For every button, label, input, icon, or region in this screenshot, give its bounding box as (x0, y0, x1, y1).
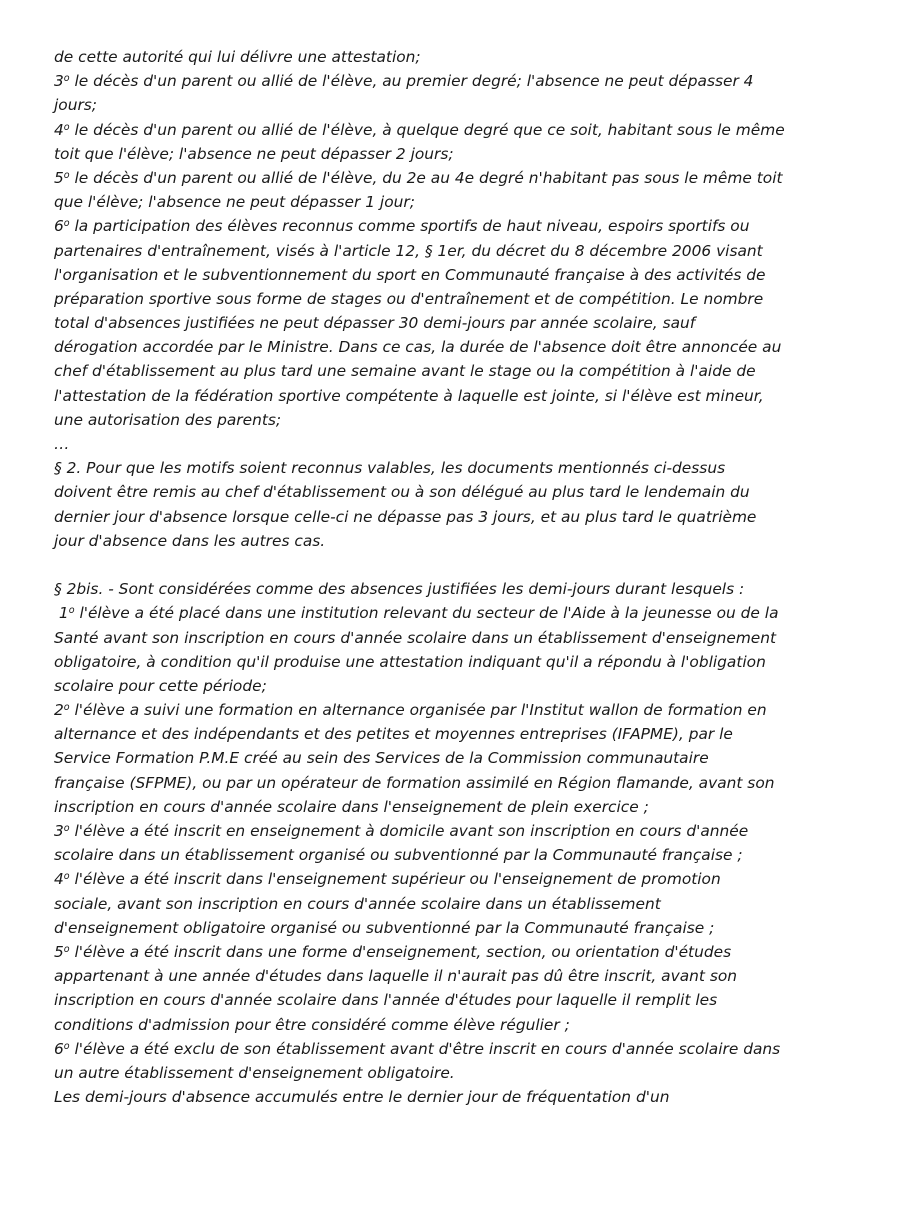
text-line (54, 1085, 754, 1109)
text-line (54, 1013, 754, 1037)
text-line (54, 1061, 754, 1085)
text-line (54, 69, 754, 93)
line-text: jours; (54, 96, 97, 115)
line-text: le décès d'un parent ou allié de l'élève, au premier degré; l'absence ne peut dépasser 4 (69, 72, 754, 91)
text-line (54, 988, 754, 1012)
paragraph-group-section-2bis (54, 577, 781, 1109)
line-text: dérogation accordée par le Ministre. Dans ce cas, la durée de l'absence doit être annoncée au (54, 338, 782, 357)
degree-mark: o (63, 701, 70, 713)
text-line (54, 190, 754, 214)
line-text: appartenant à une année d'études dans laquelle il n'aurait pas dû être inscrit, avant son (54, 967, 738, 986)
line-text: total d'absences justifiées ne peut dépasser 30 demi-jours par année scolaire, sauf (54, 314, 696, 333)
line-text: § 2. Pour que les motifs soient reconnus valables, les documents mentionnés ci-dessus (54, 459, 726, 478)
line-text: le décès d'un parent ou allié de l'élève, du 2e au 4e degré n'habitant pas sous le même toit (69, 168, 783, 187)
text-line (54, 408, 754, 432)
text-line (54, 1037, 781, 1061)
line-text: l'élève a suivi une formation en alternance organisée par l'Institut wallon de formation en (69, 701, 767, 720)
text-line (54, 867, 754, 891)
line-text: française (SFPME), ou par un opérateur de formation assimilé en Région flamande, avant son (54, 773, 775, 792)
item-number: 2 (54, 701, 64, 720)
line-text: l'élève a été inscrit dans l'enseignement supérieur ou l'enseignement de promotion (69, 870, 721, 889)
line-text: la participation des élèves reconnus comme sportifs de haut niveau, espoirs sportifs ou (69, 217, 750, 236)
text-line (54, 311, 754, 335)
text-line (54, 359, 754, 383)
line-text: une autorisation des parents; (54, 410, 282, 429)
text-line (54, 771, 775, 795)
text-line (54, 746, 754, 770)
item-number: 3 (54, 72, 64, 91)
line-text: l'attestation de la fédération sportive compétente à laquelle est jointe, si l'élève est mineur, (54, 386, 764, 405)
text-line (54, 93, 754, 117)
text-line (54, 335, 782, 359)
line-text: dernier jour d'absence lorsque celle-ci ne dépasse pas 3 jours, et au plus tard le quatrième (54, 507, 757, 526)
degree-mark: o (63, 943, 70, 955)
line-text: préparation sportive sous forme de stages ou d'entraînement et de compétition. Le nombre (54, 289, 764, 308)
text-line (54, 118, 785, 142)
text-line (54, 843, 754, 867)
blank-line (54, 553, 754, 577)
item-number: 4 (54, 120, 64, 139)
line-text: conditions d'admission pour être considéré comme élève régulier ; (54, 1015, 570, 1034)
text-line (54, 166, 783, 190)
text-line (54, 722, 754, 746)
degree-mark: o (68, 605, 75, 617)
line-text: obligatoire, à condition qu'il produise une attestation indiquant qu'il a répondu à l'obligation (54, 652, 766, 671)
item-number: 1 (58, 604, 69, 623)
text-line (54, 577, 754, 601)
line-text: partenaires d'entraînement, visés à l'article 12, § 1er, du décret du 8 décembre 2006 visant (54, 241, 763, 260)
text-line (54, 626, 777, 650)
document-page (54, 45, 785, 1109)
text-line (54, 674, 754, 698)
item-number: 3 (54, 822, 64, 840)
degree-mark: o (63, 169, 70, 181)
line-text: le décès d'un parent ou allié de l'élève, à quelque degré que ce soit, habitant sous le même (69, 120, 785, 139)
text-line (54, 964, 754, 988)
degree-mark: o (63, 72, 70, 84)
text-line (54, 142, 754, 166)
text-line (54, 432, 754, 456)
line-text: scolaire dans un établissement organisé ou subventionné par la Communauté française ; (54, 846, 743, 865)
line-text: … (54, 435, 70, 453)
text-line (54, 795, 754, 819)
degree-mark: o (63, 218, 70, 230)
line-text: un autre établissement d'enseignement obligatoire. (54, 1063, 455, 1082)
line-text: jour d'absence dans les autres cas. (54, 531, 326, 550)
item-number: 5 (54, 168, 64, 187)
text-line (54, 601, 779, 625)
text-line (54, 916, 754, 940)
line-text: doivent être remis au chef d'établissement ou à son délégué au plus tard le lendemain du (54, 483, 750, 502)
line-text: alternance et des indépendants et des petites et moyennes entreprises (IFAPME), par le (54, 725, 733, 744)
line-text: inscription en cours d'année scolaire dans l'enseignement de plein exercice ; (54, 797, 649, 816)
line-text: inscription en cours d'année scolaire dans l'année d'études pour laquelle il remplit les (54, 991, 718, 1010)
line-text: l'élève a été exclu de son établissement avant d'être inscrit en cours d'année scolaire dans (69, 1039, 781, 1058)
line-text: que l'élève; l'absence ne peut dépasser 1 jour; (54, 193, 415, 212)
text-line (54, 698, 767, 722)
line-text: de cette autorité qui lui délivre une attestation; (54, 48, 421, 66)
degree-mark: o (63, 1040, 70, 1052)
item-number: 6 (54, 1039, 64, 1058)
line-text: l'organisation et le subventionnement du sport en Communauté française à des activités de (54, 265, 766, 284)
line-text: sociale, avant son inscription en cours d'année scolaire dans un établissement (54, 894, 661, 913)
text-line (54, 650, 766, 674)
item-number: 5 (54, 942, 64, 961)
line-text: scolaire pour cette période; (54, 676, 267, 695)
text-line (54, 456, 754, 480)
text-line (54, 480, 754, 504)
text-line (54, 287, 764, 311)
text-line (54, 505, 757, 529)
line-text: Service Formation P.M.E créé au sein des Services de la Commission communautaire (54, 749, 709, 768)
item-number: 6 (54, 217, 64, 236)
text-line (54, 529, 754, 553)
line-text: l'élève a été placé dans une institution relevant du secteur de l'Aide à la jeunesse ou de la (74, 604, 779, 623)
text-line (54, 239, 763, 263)
text-line (54, 892, 754, 916)
text-line (54, 45, 754, 69)
paragraph-group-justified-absences (54, 45, 785, 553)
degree-mark: o (63, 121, 70, 133)
degree-mark: o (63, 871, 70, 883)
text-line (54, 819, 754, 843)
item-number: 4 (54, 870, 64, 889)
line-text: l'élève a été inscrit en enseignement à domicile avant son inscription en cours d'année (69, 822, 749, 840)
line-text: l'élève a été inscrit dans une forme d'enseignement, section, ou orientation d'études (69, 942, 732, 961)
line-text: Les demi-jours d'absence accumulés entre le dernier jour de fréquentation d'un (54, 1088, 670, 1107)
line-text: d'enseignement obligatoire organisé ou subventionné par la Communauté française ; (54, 918, 715, 937)
line-text: toit que l'élève; l'absence ne peut dépasser 2 jours; (54, 144, 454, 163)
text-line (54, 940, 754, 964)
degree-mark: o (63, 822, 70, 834)
line-text: § 2bis. - Sont considérées comme des absences justifiées les demi-jours durant lesquels : (54, 580, 745, 599)
text-line (54, 263, 766, 287)
text-line (54, 214, 754, 238)
line-text: chef d'établissement au plus tard une semaine avant le stage ou la compétition à l'aide de (54, 362, 756, 381)
text-line (54, 384, 764, 408)
line-text: Santé avant son inscription en cours d'année scolaire dans un établissement d'enseignement (54, 628, 777, 647)
